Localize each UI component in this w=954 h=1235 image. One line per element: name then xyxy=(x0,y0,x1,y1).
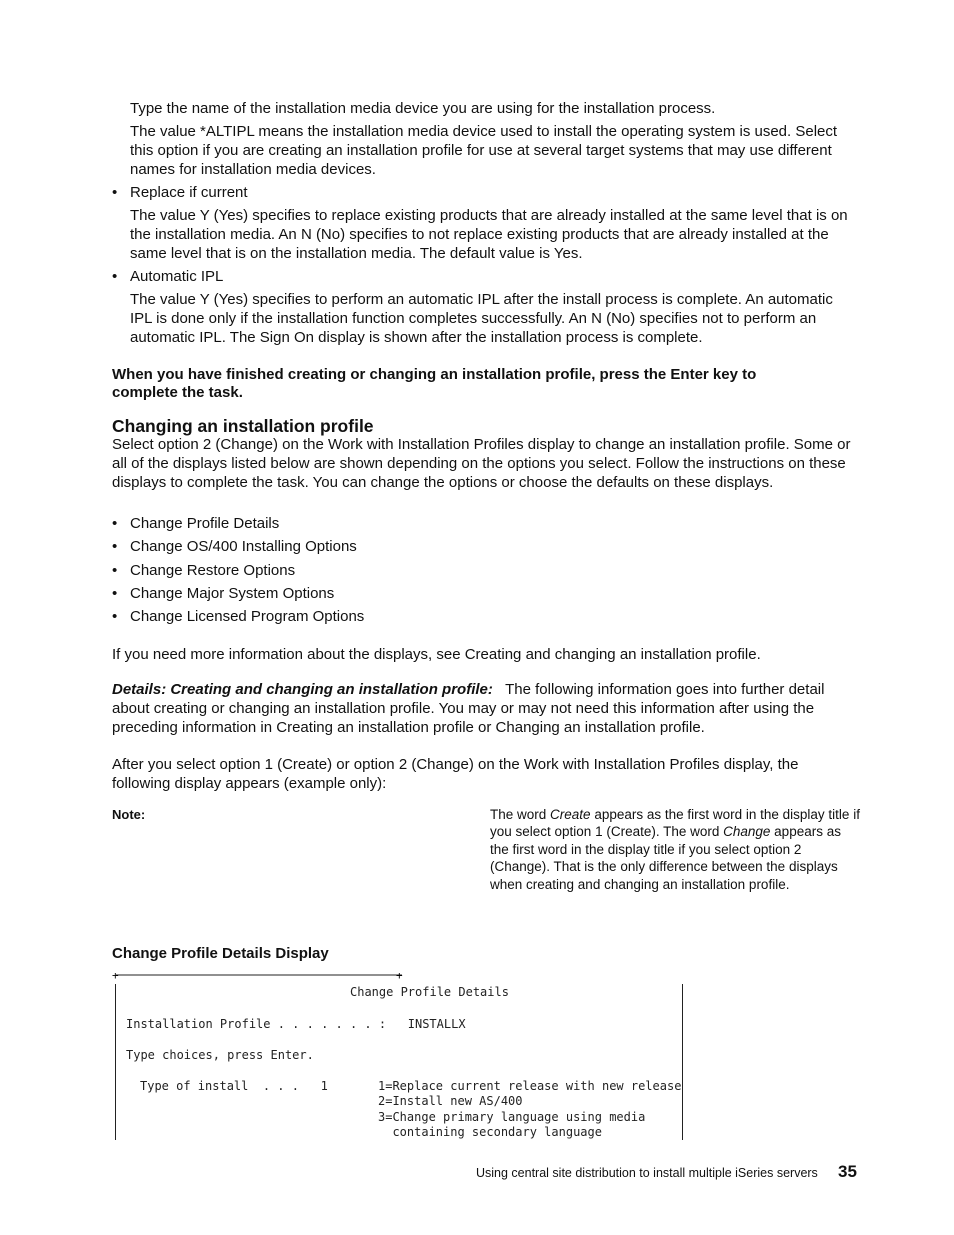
bullet-icon: • xyxy=(112,515,118,532)
finish-instruction: When you have finished creating or changing an installation profile, press the Enter key to complete the task. xyxy=(112,366,757,401)
details-paragraph xyxy=(112,680,857,737)
screen-option-3: 3=Change primary language using media xyxy=(378,1110,646,1124)
replace-description: The value Y (Yes) specifies to replace existing products that are already installed at the same level that is on the installation media. An N (No) specifies to not replace existing products that are already installed at the same level that is on the installation media. The default value is Yes. xyxy=(130,207,848,262)
more-info-paragraph: If you need more information about the displays, see Creating and changing an installation profile. xyxy=(112,646,761,663)
screen-option-3-continued: containing secondary language xyxy=(378,1125,602,1139)
screen-left-border xyxy=(115,984,116,1140)
list-item-label: Change Major System Options xyxy=(130,585,335,602)
section-heading: Changing an installation profile xyxy=(112,416,374,436)
after-select-paragraph: After you select option 1 (Create) or option 2 (Change) on the Work with Installation Profiles display, the following display appears (example only): xyxy=(112,756,799,792)
screen-title: Change Profile Details xyxy=(350,985,509,999)
autoipl-description: The value Y (Yes) specifies to perform an automatic IPL after the install process is complete. An automatic IPL is done only if the installation function completes successfully. An N (No) specifies not to perform an automatic IPL. The Sign On display is shown after the installation process is complete. xyxy=(130,291,833,346)
details-lead: Details: Creating and changing an installation profile: xyxy=(112,681,493,698)
bullet-icon: • xyxy=(112,585,118,602)
bullet-label: Replace if current xyxy=(130,184,248,201)
page-footer: Using central site distribution to install multiple iSeries servers xyxy=(476,1166,818,1180)
screen-profile-line: Installation Profile . . . . . . . : INSTALLX xyxy=(126,1017,466,1031)
svg-text:+: + xyxy=(396,969,403,982)
screen-right-border xyxy=(682,984,683,1140)
intro-paragraph-2: The value *ALTIPL means the installation media device used to install the operating system is used. Select this option if you are creating an installation profile for use at several target systems that may use different names for installation media devices. xyxy=(130,123,838,178)
list-item-label: Change OS/400 Installing Options xyxy=(130,538,357,555)
bullet-label: Automatic IPL xyxy=(130,268,224,285)
bullet-icon: • xyxy=(112,268,118,285)
list-item-label: Change Restore Options xyxy=(130,562,296,579)
screen-type-choices: Type choices, press Enter. xyxy=(126,1048,314,1062)
note-text-part: The word xyxy=(490,807,551,822)
display-title: Change Profile Details Display xyxy=(112,945,329,962)
section-paragraph: Select option 2 (Change) on the Work with Installation Profiles display to change an installation profile. Some or all of the displays listed below are shown depending on the options you select. Follow the instructions on these displays to complete the task. You can change the options or choose the defaults on these displays. xyxy=(112,436,851,491)
bullet-icon: • xyxy=(112,184,118,201)
note-word-create: Create xyxy=(550,807,591,822)
note-text xyxy=(490,806,862,893)
details-text: The following information goes into further detail about creating or changing an installation profile. You may or may not need this information after using the preceding information in Creating an installation profile or Changing an installation profile. xyxy=(112,681,825,736)
screen-option-1: 1=Replace current release with new release xyxy=(378,1079,682,1093)
screen-type-of-install: Type of install . . . 1 xyxy=(140,1079,328,1093)
note-label: Note: xyxy=(112,807,146,822)
note-text-part: appears as the first word in the display title if you select option 2 (Change). That is the only difference between the displays when creating and changing an installation profile. xyxy=(490,824,841,892)
bullet-icon: • xyxy=(112,608,118,625)
page-number: 35 xyxy=(838,1162,857,1181)
bullet-icon: • xyxy=(112,538,118,555)
terminal-screen xyxy=(112,968,684,1140)
bullet-icon: • xyxy=(112,562,118,579)
note-text-part: appears as the first word in the display title if you select option 1 (Create). The word xyxy=(490,807,860,840)
screen-top-border xyxy=(112,968,412,982)
screen-option-2: 2=Install new AS/400 xyxy=(378,1094,523,1108)
list-item-label: Change Profile Details xyxy=(130,515,280,532)
note-word-change: Change xyxy=(723,824,771,840)
intro-paragraph-1: Type the name of the installation media device you are using for the installation process. xyxy=(130,100,716,117)
list-item-label: Change Licensed Program Options xyxy=(130,608,365,625)
svg-text:+: + xyxy=(112,969,119,982)
